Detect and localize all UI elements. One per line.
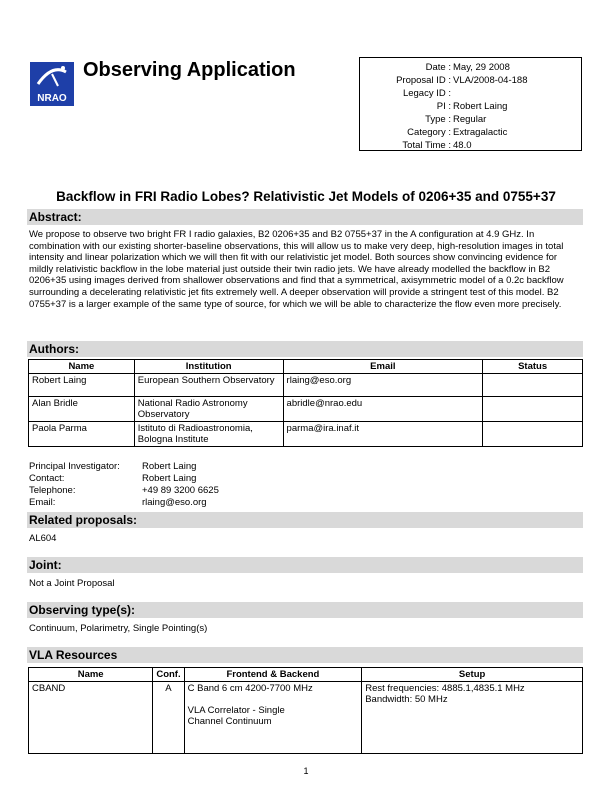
logo-text: NRAO [37, 93, 67, 104]
meta-value: Regular [453, 114, 487, 125]
related-text: AL604 [29, 533, 57, 544]
joint-heading: Joint: [29, 558, 62, 572]
contact-value: rlaing@eso.org [142, 497, 207, 508]
meta-row-date [360, 62, 583, 75]
app-title: Observing Application [83, 59, 296, 81]
contact-value: Robert Laing [142, 461, 197, 472]
column-header: Status [483, 360, 583, 374]
authors-header-row [29, 360, 583, 374]
meta-value: May, 29 2008 [453, 62, 510, 73]
author-status [483, 397, 583, 422]
meta-value: Robert Laing [453, 101, 508, 112]
meta-row-proposal-id [360, 75, 583, 88]
meta-row-type [360, 114, 583, 127]
author-name: Paola Parma [29, 422, 135, 447]
resource-setup [362, 682, 583, 754]
column-header: Name [29, 360, 135, 374]
column-header: Setup [362, 668, 583, 682]
meta-value: Extragalactic [453, 127, 508, 138]
obstype-text: Continuum, Polarimetry, Single Pointing(s) [29, 623, 208, 634]
meta-label: Proposal ID : [396, 75, 451, 86]
resource-name: CBAND [29, 682, 153, 754]
radio-telescope-icon [30, 62, 74, 92]
column-header: Conf. [153, 668, 184, 682]
contact-label: Email: [29, 497, 56, 508]
author-institution: National Radio Astronomy Observatory [134, 397, 283, 422]
column-header: Email [283, 360, 483, 374]
resource-conf: A [153, 682, 184, 754]
meta-row-legacy-id [360, 88, 583, 101]
resource-frontend: C Band 6 cm 4200-7700 MHz [187, 683, 313, 694]
abstract-text: We propose to observe two bright FR I radio galaxies, B2 0206+35 and B2 0755+37 in the A configuration at 4.9 GHz. In combination with our existing shorter-baseline observations, this will allow us to make very deep, high-resolution images in total intensity and linear polarization which we will then fit with our relativistic jet model. Both sources show convincing evidence for mildly relativistic backflow in the lobe material just outside their twin radio jets. We have already modelled the backflow in B2 0206+35 using images derived from shallower observations and find that a symmetrical, axisymmetric model of a 0.2c backflow surrounding a decelerating relativistic jet fits extremely well. A deeper observation will provide a stringent test of this model. B2 0755+37 is a larger example of the same type of source, for which we will be able to characterize the flow even more precisely. [29, 229, 564, 310]
contact-label: Principal Investigator: [29, 461, 120, 472]
meta-label: Date : [425, 62, 451, 73]
resources-table [28, 667, 583, 754]
resource-setup-bandwidth: Bandwidth: 50 MHz [365, 694, 448, 705]
column-header: Frontend & Backend [184, 668, 362, 682]
author-email: abridle@nrao.edu [283, 397, 483, 422]
resource-setup-frequencies: Rest frequencies: 4885.1,4835.1 MHz [365, 683, 525, 694]
resources-heading-bar [27, 647, 583, 663]
meta-label: Type : [425, 114, 451, 125]
abstract-heading-bar [27, 209, 583, 225]
table-row [29, 397, 583, 422]
meta-row-pi [360, 101, 583, 114]
table-row [29, 374, 583, 397]
proposal-title: Backflow in FRI Radio Lobes? Relativistic Jet Models of 0206+35 and 0755+37 [56, 189, 556, 204]
meta-label: PI : [436, 101, 451, 112]
page-number: 1 [303, 766, 309, 776]
meta-row-category [360, 127, 583, 140]
resource-backend: VLA Correlator - Single Channel Continuum [187, 705, 285, 727]
author-name: Alan Bridle [29, 397, 135, 422]
obstype-heading-bar [27, 602, 583, 618]
related-heading: Related proposals: [29, 513, 138, 527]
column-header: Name [29, 668, 153, 682]
joint-text: Not a Joint Proposal [29, 578, 115, 589]
authors-heading: Authors: [29, 342, 79, 356]
meta-label: Category : [407, 127, 451, 138]
column-header: Institution [134, 360, 283, 374]
table-row [29, 422, 583, 447]
author-status [483, 422, 583, 447]
author-email: rlaing@eso.org [283, 374, 483, 397]
contact-value: Robert Laing [142, 473, 197, 484]
meta-value: 48.0 [453, 140, 472, 151]
contact-label: Telephone: [29, 485, 76, 496]
contact-label: Contact: [29, 473, 65, 484]
author-name: Robert Laing [29, 374, 135, 397]
meta-label: Legacy ID : [402, 88, 451, 99]
meta-label: Total Time : [402, 140, 451, 151]
table-row [29, 682, 583, 754]
nrao-logo [30, 62, 74, 106]
resources-header-row [29, 668, 583, 682]
related-heading-bar [27, 512, 583, 528]
authors-table [28, 359, 583, 447]
author-institution: Istituto di Radioastronomia, Bologna Institute [134, 422, 283, 447]
abstract-heading: Abstract: [29, 210, 82, 224]
meta-value: VLA/2008-04-188 [453, 75, 528, 86]
joint-heading-bar [27, 557, 583, 573]
authors-heading-bar [27, 341, 583, 357]
obstype-heading: Observing type(s): [29, 603, 136, 617]
author-institution: European Southern Observatory [134, 374, 283, 397]
author-status [483, 374, 583, 397]
resources-heading: VLA Resources [29, 648, 118, 662]
resource-frontend-backend [184, 682, 362, 754]
proposal-meta-box [359, 57, 582, 151]
meta-row-total-time [360, 140, 583, 153]
author-email: parma@ira.inaf.it [283, 422, 483, 447]
contact-value: +49 89 3200 6625 [142, 485, 219, 496]
